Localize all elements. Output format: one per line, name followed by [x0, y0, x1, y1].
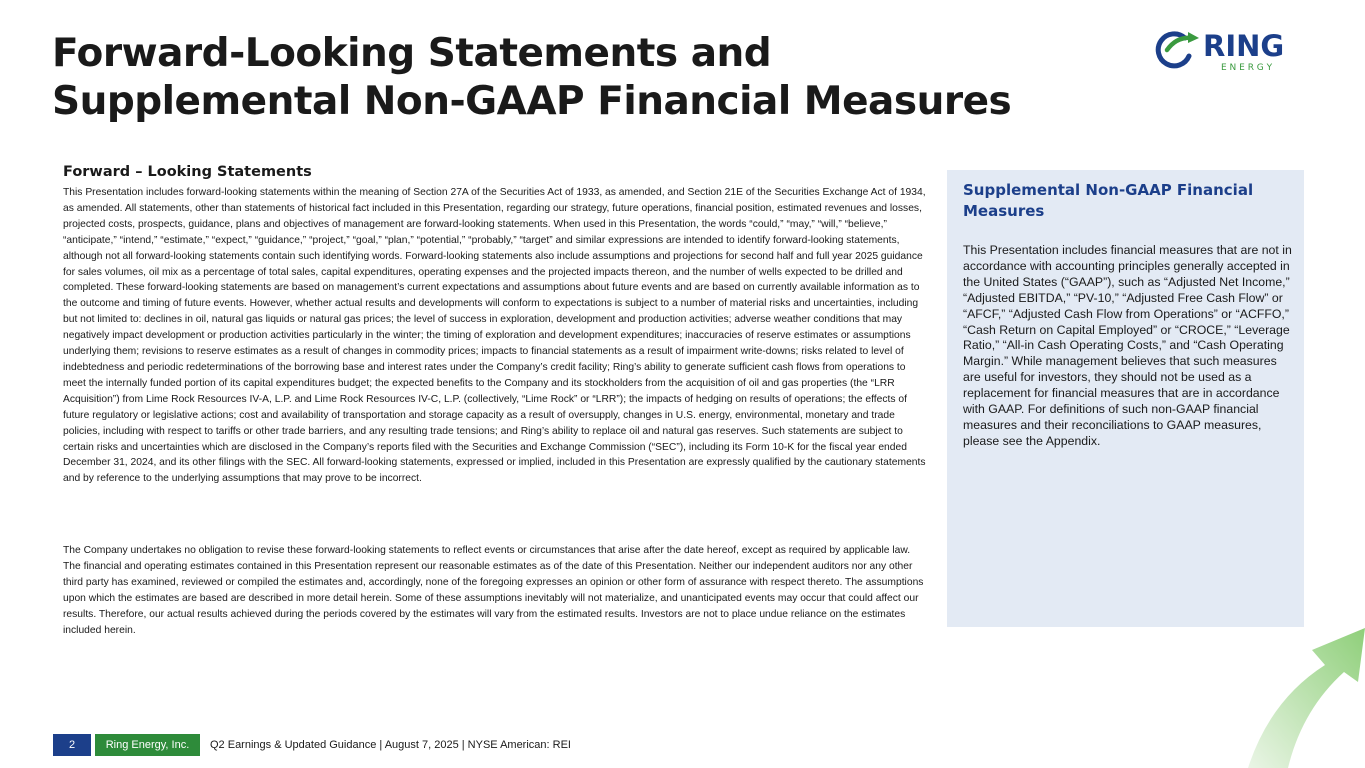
non-gaap-panel — [947, 170, 1304, 627]
footer-company: Ring Energy, Inc. — [95, 734, 200, 756]
non-gaap-heading: Supplemental Non-GAAP Financial Measures — [963, 181, 1254, 220]
forward-looking-heading: Forward – Looking Statements — [63, 164, 312, 180]
page-title-line-1: Forward-Looking Statements and — [52, 31, 772, 76]
forward-looking-paragraph-2: The Company undertakes no obligation to revise these forward-looking statements to reflect events or circumstances that arise after the date hereof, except as required by applicable law. The financial and operating estimates contained in this Presentation represent our reasonable estimates as of the date of this Presentation. Neither our independent auditors nor any other third party has examined, reviewed or compiled the estimates and, accordingly, none of the foregoing expresses an opinion or other form of assurance with respect thereto. The assumptions upon which the estimates are based are described in more detail herein. Some of these assumptions inevitably will not materialize, and unanticipated events may occur that could affect our results. Therefore, our actual results achieved during the periods covered by the estimates will vary from the estimated results. Investors are not to place undue reliance on the estimates included herein. — [63, 545, 924, 636]
page-number: 2 — [53, 734, 91, 756]
ring-energy-logo — [1155, 28, 1315, 76]
logo-subtitle: E N E R G Y — [1221, 63, 1273, 73]
page-title — [52, 30, 1052, 126]
forward-looking-paragraph-1: This Presentation includes forward-looking statements within the meaning of Section 27A of the Securities Act of 1933, as amended, and Section 21E of the Securities Exchange Act of 1934, as amended. All statements, other than statements of historical fact included in this Presentation, regarding our strategy, future operations, financial position, estimated revenues and losses, projected costs, prospects, guidance, plans and objectives of management are forward-looking statements. When used in this Presentation, the words “could,” “may,” “will,” “believe,” “anticipate,” “intend,” “estimate,” “expect,” “guidance,” “project,” “goal,” “plan,” “potential,” “probably,” “target” and similar expressions are intended to identify forward-looking statements, although not all forward-looking statements contain such identifying words. Forward-looking statements also include assumptions and projections for second half and full year 2025 guidance for sales volumes, oil mix as a percentage of total sales, capital expenditures, operating expenses and the projected impacts thereon, and the number of wells expected to be drilled and completed. These forward-looking statements are based on management’s current expectations and assumptions about future events and are based on currently available information as to the outcome and timing of future events. However, whether actual results and developments will conform to expectations is subject to a number of material risks and uncertainties, including but not limited to: declines in oil, natural gas liquids or natural gas prices; the level of success in exploration, development and production activities; adverse weather conditions that may negatively impact development or production activities particularly in the winter; the timing of exploration and development expenditures; inaccuracies of reserve estimates or assumptions underlying them; revisions to reserve estimates as a result of changes in commodity prices; impacts to financial statements as a result of impairment write-downs; risks related to level of indebtedness and periodic redeterminations of the borrowing base and interest rates under the Company’s credit facility; Ring’s ability to generate sufficient cash flows from operations to meet the internally funded portion of its capital expenditures budget; the expected benefits to the Company and its stockholders from the acquisition of oil and gas properties (the “LRR Acquisition”) from Lime Rock Resources IV-A, L.P. and Lime Rock Resources IV-C, L.P. (collectively, “Lime Rock” or “LRR”); the impacts of hedging on results of operations; the effects of future regulatory or legislative actions; cost and availability of transportation and storage capacity as a result of oversupply, changes in U.S. energy, environmental, monetary and trade policies, including with respect to tariffs or other trade barriers, and any resulting trade tensions; and Ring’s ability to replace oil and natural gas reserves. Such statements are subject to certain risks and uncertainties which are disclosed in the Company’s reports filed with the Securities and Exchange Commission (“SEC”), including its Form 10-K for the fiscal year ended December 31, 2024, and its other filings with the SEC. All forward-looking statements, expressed or implied, included in this Presentation are expressly qualified by the cautionary statements and by reference to the underlying assumptions that may prove to be incorrect. — [63, 187, 926, 485]
footer-text: Q2 Earnings & Updated Guidance | August 7, 2025 | NYSE American: REI — [210, 739, 571, 751]
page-title-line-2: Supplemental Non-GAAP Financial Measures — [52, 79, 1012, 124]
non-gaap-body: This Presentation includes financial measures that are not in accordance with accounting principles generally accepted in the United States (“GAAP”), such as “Adjusted Net Income,” “Adjusted EBITDA,” “PV-10,” “Adjusted Free Cash Flow” or “AFCF,” “Adjusted Cash Flow from Operations” or “ACFFO,” “Cash Return on Capital Employed” or “CROCE,” “Leverage Ratio,” “All-in Cash Operating Costs,” and “Cash Operating Margin.” While management believes that such measures are useful for investors, they should not be used as a replacement for financial measures that are in accordance with GAAP. For definitions of such non-GAAP financial measures and their reconciliations to GAAP measures, please see the Appendix. — [963, 243, 1292, 448]
logo-wordmark: RING — [1203, 29, 1285, 63]
growth-arrow-icon — [1230, 620, 1365, 768]
